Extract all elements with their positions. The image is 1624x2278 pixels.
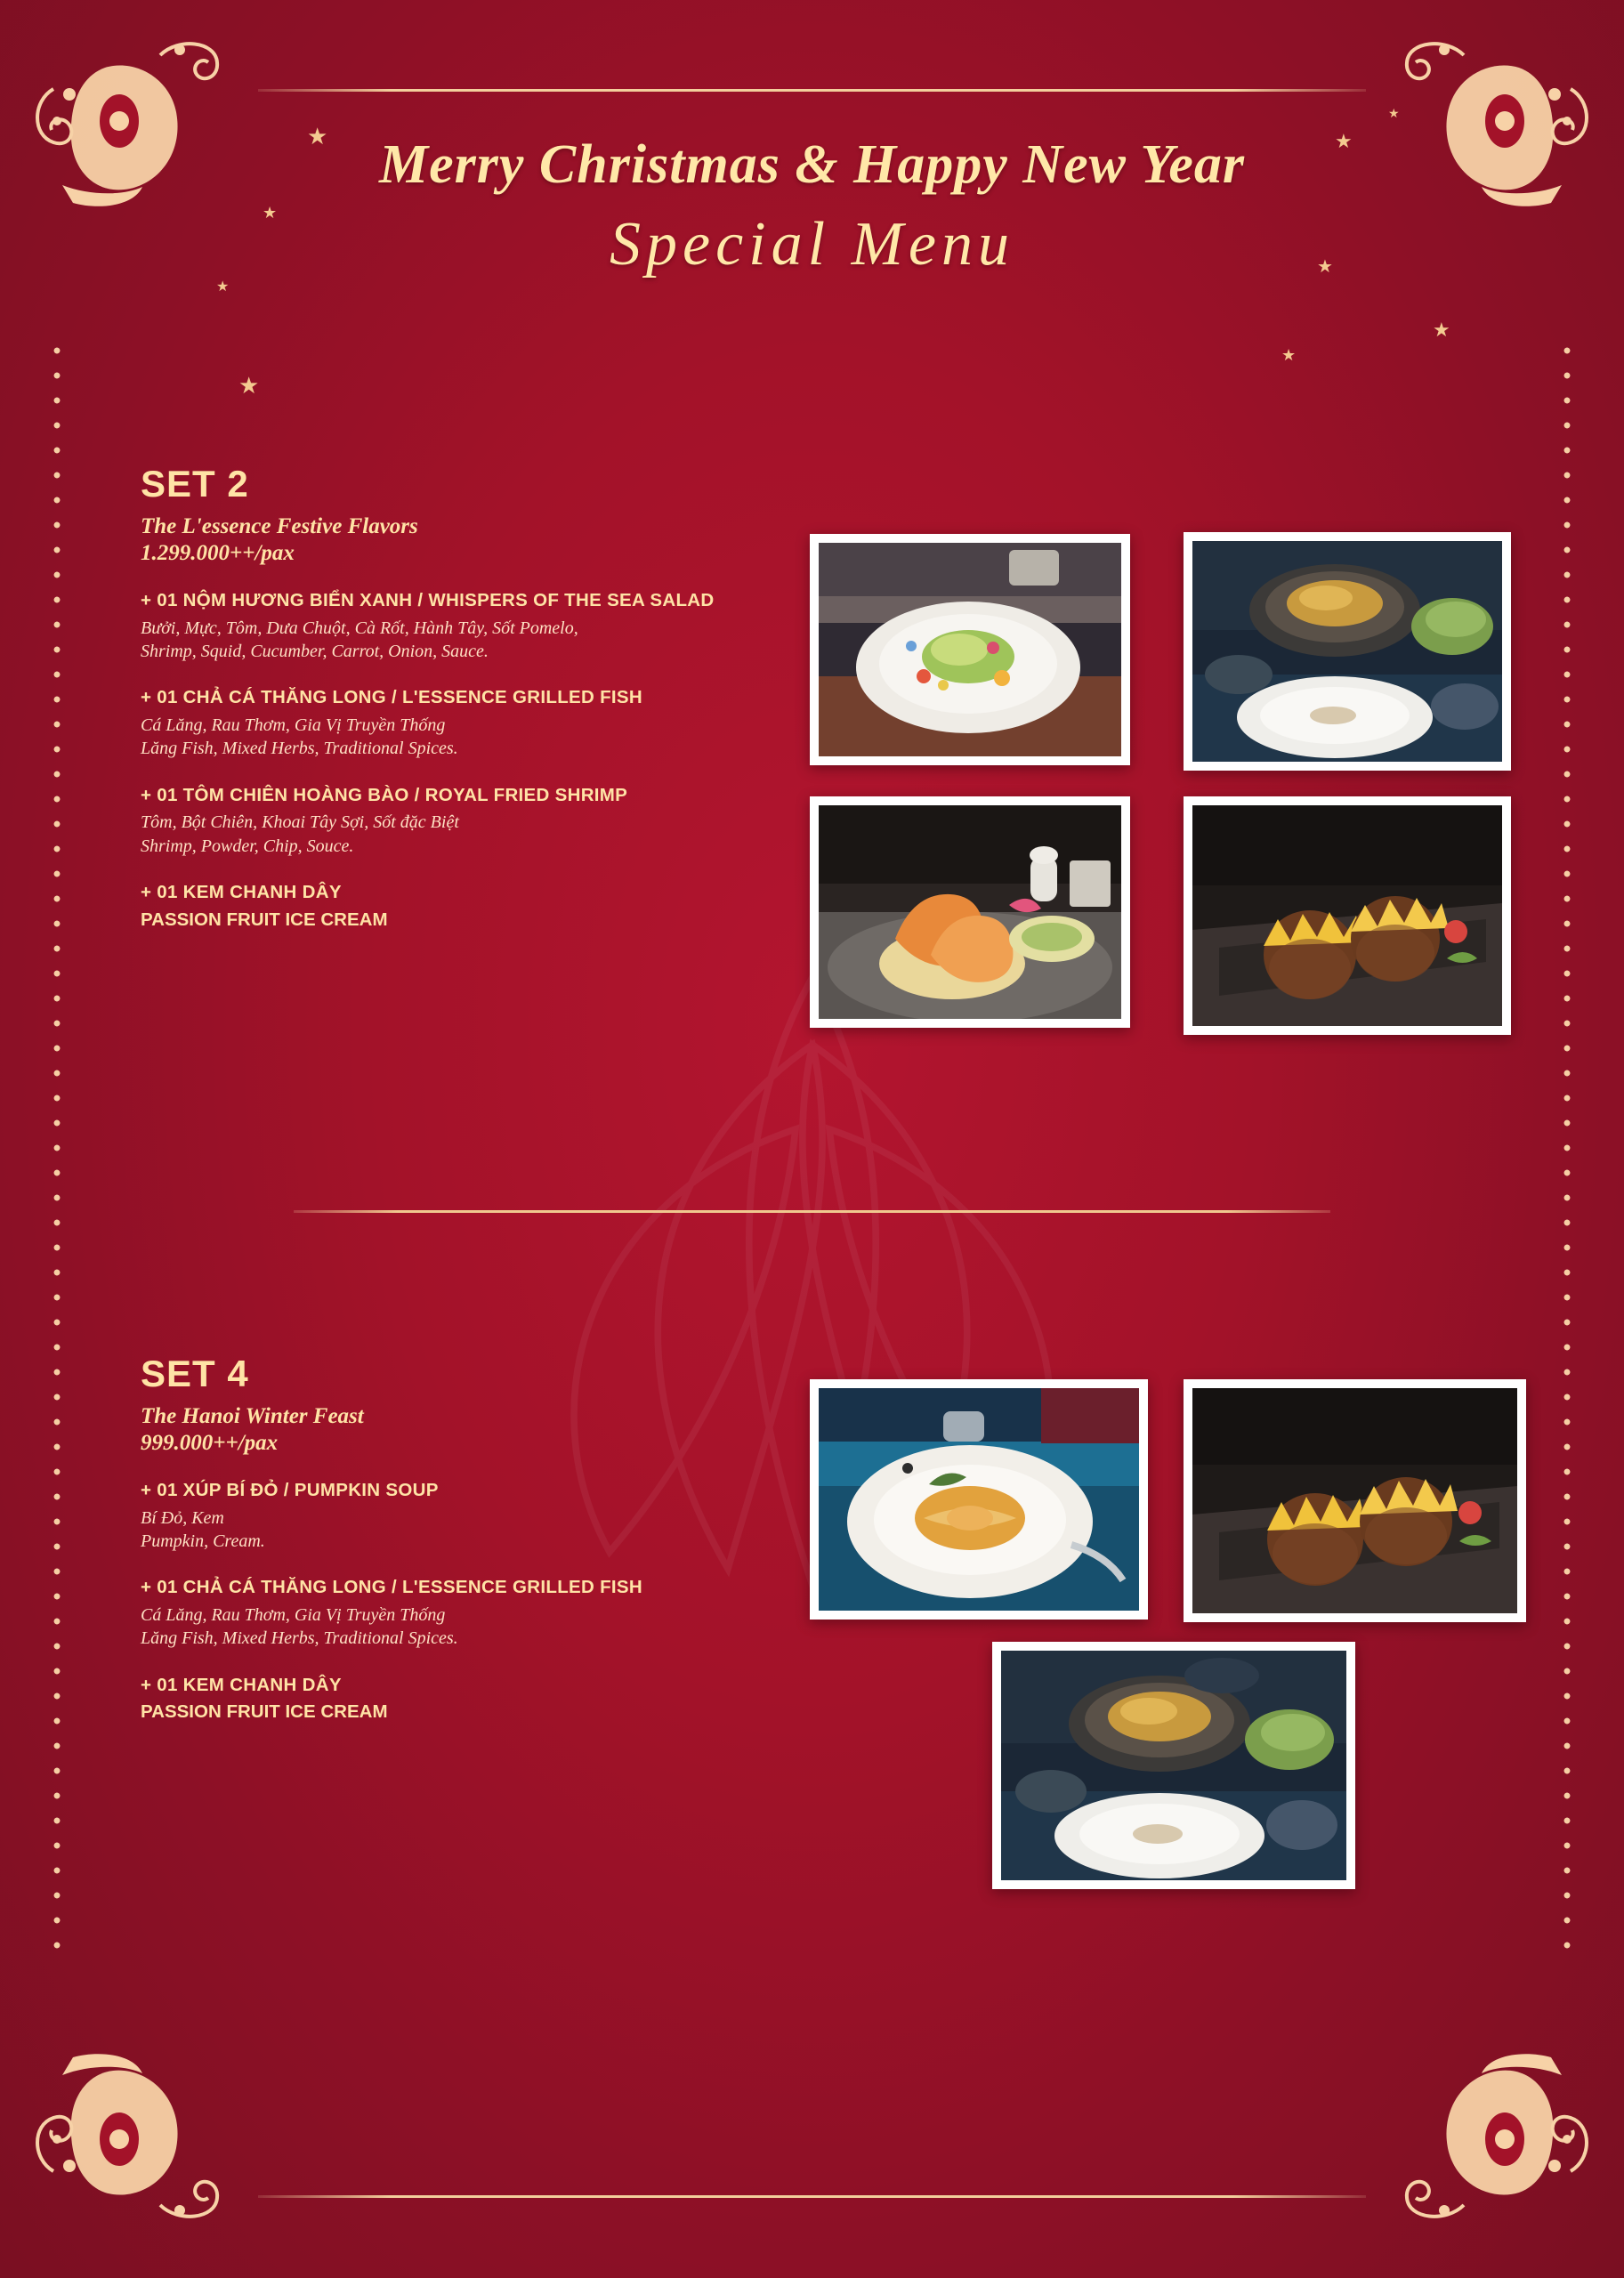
course-description-en: Pumpkin, Cream.: [141, 1531, 265, 1552]
course-description-vi: Bưởi, Mực, Tôm, Dưa Chuột, Cà Rốt, Hành Tây, Sốt Pomelo,: [141, 618, 578, 638]
set-2-course-3: [141, 784, 817, 858]
page-subtitle: Special Menu: [610, 210, 1014, 279]
set-2-price: 1.299.000++/pax: [141, 541, 295, 565]
course-title: + 01 KEM CHANH DÂY: [141, 882, 342, 903]
course-description-vi: Cá Lăng, Rau Thơm, Gia Vị Truyền Thống: [141, 1605, 446, 1626]
menu-header: [0, 130, 1624, 280]
photo-grilled-fish-set-2: [992, 1642, 1355, 1889]
star-icon: ★: [263, 204, 278, 222]
set-2-course-1: [141, 589, 817, 663]
set-4-name: The Hanoi Winter Feast: [141, 1404, 364, 1428]
set-4-course-3: [141, 1674, 781, 1725]
right-dotted-border: [1562, 338, 1572, 1962]
set-2-title: SET 2: [141, 463, 249, 505]
course-description-en: Shrimp, Squid, Cucumber, Carrot, Onion, Sauce.: [141, 642, 489, 662]
course-title: + 01 CHẢ CÁ THĂNG LONG / L'ESSENCE GRILLED FISH: [141, 687, 642, 708]
set-2-name: The L'essence Festive Flavors: [141, 514, 418, 538]
photo-pumpkin-soup: [810, 1379, 1148, 1620]
bell-ornament-icon: [1375, 2020, 1597, 2225]
set-2-course-4: [141, 881, 817, 932]
photo-royal-fried-shrimp: [810, 796, 1130, 1028]
course-title-en: PASSION FRUIT ICE CREAM: [141, 909, 388, 930]
star-icon: ★: [1317, 257, 1333, 277]
photo-passion-fruit-ice-cream: [1184, 796, 1511, 1035]
star-icon: ★: [1281, 346, 1297, 364]
course-title-en: PASSION FRUIT ICE CREAM: [141, 1701, 388, 1723]
star-icon: ★: [307, 123, 328, 149]
course-title: + 01 CHẢ CÁ THĂNG LONG / L'ESSENCE GRILLED FISH: [141, 1577, 642, 1598]
course-description-vi: Tôm, Bột Chiên, Khoai Tây Sợi, Sốt đặc Biệt: [141, 812, 459, 833]
star-icon: ★: [216, 279, 230, 295]
set-4-title: SET 4: [141, 1353, 249, 1394]
photo-sea-salad: [810, 534, 1130, 765]
course-description-en: Lăng Fish, Mixed Herbs, Traditional Spices.: [141, 1628, 458, 1649]
star-icon: ★: [238, 372, 260, 399]
set-4-course-2: [141, 1576, 781, 1650]
set-4-block: [141, 1353, 781, 1748]
star-icon: ★: [1388, 106, 1400, 120]
middle-divider: [294, 1210, 1330, 1213]
bottom-divider: [258, 2195, 1366, 2198]
course-description-en: Lăng Fish, Mixed Herbs, Traditional Spices.: [141, 739, 458, 759]
course-title: + 01 XÚP BÍ ĐỎ / PUMPKIN SOUP: [141, 1480, 439, 1500]
star-icon: ★: [1335, 130, 1353, 152]
top-divider: [258, 89, 1366, 92]
course-title: + 01 TÔM CHIÊN HOÀNG BÀO / ROYAL FRIED SHRIMP: [141, 784, 628, 805]
set-4-price: 999.000++/pax: [141, 1431, 279, 1455]
course-title: + 01 KEM CHANH DÂY: [141, 1674, 342, 1695]
set-2-block: [141, 463, 817, 956]
page-title: Merry Christmas & Happy New Year: [379, 134, 1245, 195]
star-icon: ★: [1433, 319, 1450, 341]
course-description-vi: Bí Đỏ, Kem: [141, 1507, 224, 1528]
set-4-course-1: [141, 1479, 781, 1553]
course-description-vi: Cá Lăng, Rau Thơm, Gia Vị Truyền Thống: [141, 715, 446, 736]
set-2-course-2: [141, 686, 817, 760]
photo-grilled-fish-set: [1184, 532, 1511, 771]
photo-passion-fruit-ice-cream-2: [1184, 1379, 1526, 1622]
course-title: + 01 NỘM HƯƠNG BIỂN XANH / WHISPERS OF THE SEA SALAD: [141, 590, 715, 610]
left-dotted-border: [52, 338, 62, 1962]
bell-ornament-icon: [27, 2020, 249, 2225]
course-description-en: Shrimp, Powder, Chip, Souce.: [141, 836, 354, 856]
